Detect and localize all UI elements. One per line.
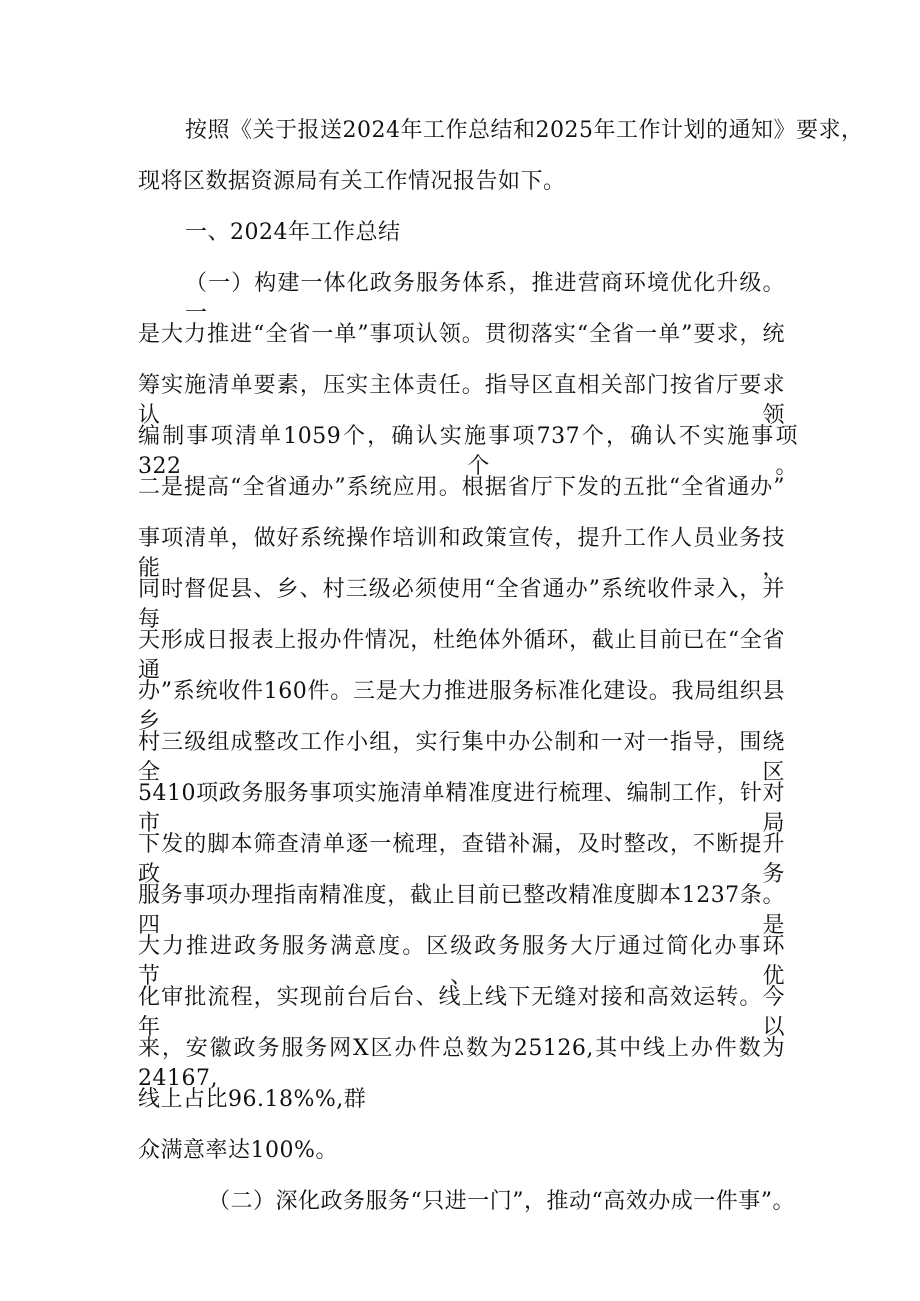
subsection-1-line-5: 二是提高“全省通办”系统应用。根据省厅下发的五批“全省通办” [138, 475, 785, 500]
subsection-1-line-8: 天形成日报表上报办件情况，杜绝体外循环，截止目前已在“全省通 [138, 628, 785, 683]
subsection-1-line-4: 编制事项清单1059个，确认实施事项737个，确认不实施事项322个。 [138, 424, 798, 479]
subsection-1-line-7: 同时督促县、乡、村三级必须使用“全省通办”系统收件录入，并每 [138, 577, 785, 632]
subsection-1-line-1: （一）构建一体化政务服务体系，推进营商环境优化升级。一 [185, 271, 785, 326]
subsection-1-line-3: 筹实施清单要素，压实主体责任。指导区直相关部门按省厅要求认领 [138, 373, 785, 428]
subsection-1-line-12: 下发的脚本筛查清单逐一梳理，查错补漏，及时整改，不断提升政务 [138, 832, 785, 887]
paragraph-intro-line-2: 现将区数据资源局有关工作情况报告如下。 [138, 169, 566, 194]
subsection-1-line-2: 是大力推进“全省一单”事项认领。贯彻落实“全省一单”要求，统 [138, 322, 785, 347]
subsection-1-line-9: 办”系统收件160件。三是大力推进服务标准化建设。我局组织县乡 [138, 679, 785, 734]
subsection-1-line-16: 来，安徽政务服务网X区办件总数为25126,其中线上办件数为24167, [138, 1036, 785, 1091]
subsection-1-line-15: 化审批流程，实现前台后台、线上线下无缝对接和高效运转。今年以 [138, 985, 785, 1040]
subsection-1-line-10: 村三级组成整改工作小组，实行集中办公制和一对一指导，围绕全区 [138, 730, 785, 785]
paragraph-intro-line-1: 按照《关于报送2024年工作总结和2025年工作计划的通知》要求， [185, 118, 864, 143]
section-heading-2024-summary: 一、2024年工作总结 [185, 220, 401, 245]
subsection-2-heading: （二）深化政务服务“只进一门”，推动“高效办成一件事”。 [208, 1189, 795, 1214]
subsection-1-line-17: 线上占比96.18%%,群 [138, 1087, 367, 1112]
subsection-1-line-6: 事项清单，做好系统操作培训和政策宣传，提升工作人员业务技能， [138, 526, 785, 581]
subsection-1-line-11: 5410项政务服务事项实施清单精准度进行梳理、编制工作，针对市局 [138, 781, 785, 836]
subsection-1-line-13: 服务事项办理指南精准度，截止目前已整改精准度脚本1237条。四是 [138, 883, 785, 938]
subsection-1-line-18: 众满意率达100%。 [138, 1138, 338, 1163]
subsection-1-line-14: 大力推进政务服务满意度。区级政务服务大厅通过简化办事环节、优 [138, 934, 785, 989]
